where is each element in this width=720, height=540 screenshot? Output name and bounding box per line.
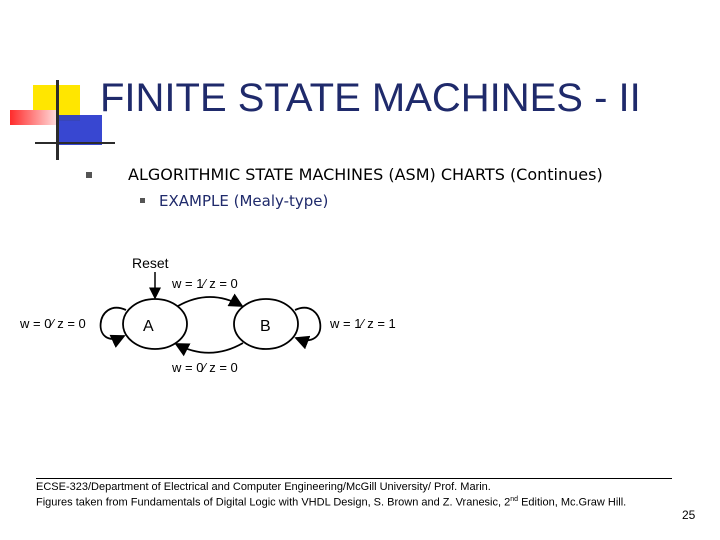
state-a-label: A — [143, 318, 154, 335]
logo-blue-square — [57, 115, 102, 145]
logo-red-bar — [10, 110, 58, 125]
logo-vertical-line — [56, 80, 59, 160]
title-underline — [35, 142, 115, 144]
footer-source — [36, 496, 626, 509]
bullet-marker — [86, 172, 92, 178]
page-number: 25 — [682, 508, 696, 522]
footer-source-sup: nd — [510, 496, 519, 503]
slide-logo — [0, 0, 110, 170]
state-a-circle — [123, 299, 187, 349]
self-loop-a-label: w = 0⁄ z = 0 — [20, 316, 86, 331]
transition-a-to-b-label: w = 1⁄ z = 0 — [172, 276, 238, 291]
state-b-label: B — [260, 318, 271, 335]
bullet-main: ALGORITHMIC STATE MACHINES (ASM) CHARTS (Continues) — [128, 165, 603, 184]
state-diagram — [0, 240, 720, 390]
transition-b-to-a — [176, 343, 243, 353]
transition-a-to-b — [178, 297, 242, 306]
self-loop-b-label: w = 1⁄ z = 1 — [330, 316, 396, 331]
footer-divider — [36, 478, 672, 479]
footer-source-text: Figures taken from Fundamentals of Digital Logic with VHDL Design, S. Brown and Z. Vranesic, 2 — [36, 496, 511, 509]
footer-source-end: Edition, Mc.Graw Hill. — [518, 496, 627, 509]
page-title: FINITE STATE MACHINES - II — [100, 76, 641, 120]
footer-credit: ECSE-323/Department of Electrical and Computer Engineering/McGill University/ Prof. Marin. — [36, 481, 491, 493]
bullet-sub: EXAMPLE (Mealy-type) — [159, 192, 329, 210]
reset-label: Reset — [132, 255, 169, 271]
transition-b-to-a-label: w = 0⁄ z = 0 — [172, 360, 238, 375]
bullet-marker-sub — [140, 198, 145, 203]
